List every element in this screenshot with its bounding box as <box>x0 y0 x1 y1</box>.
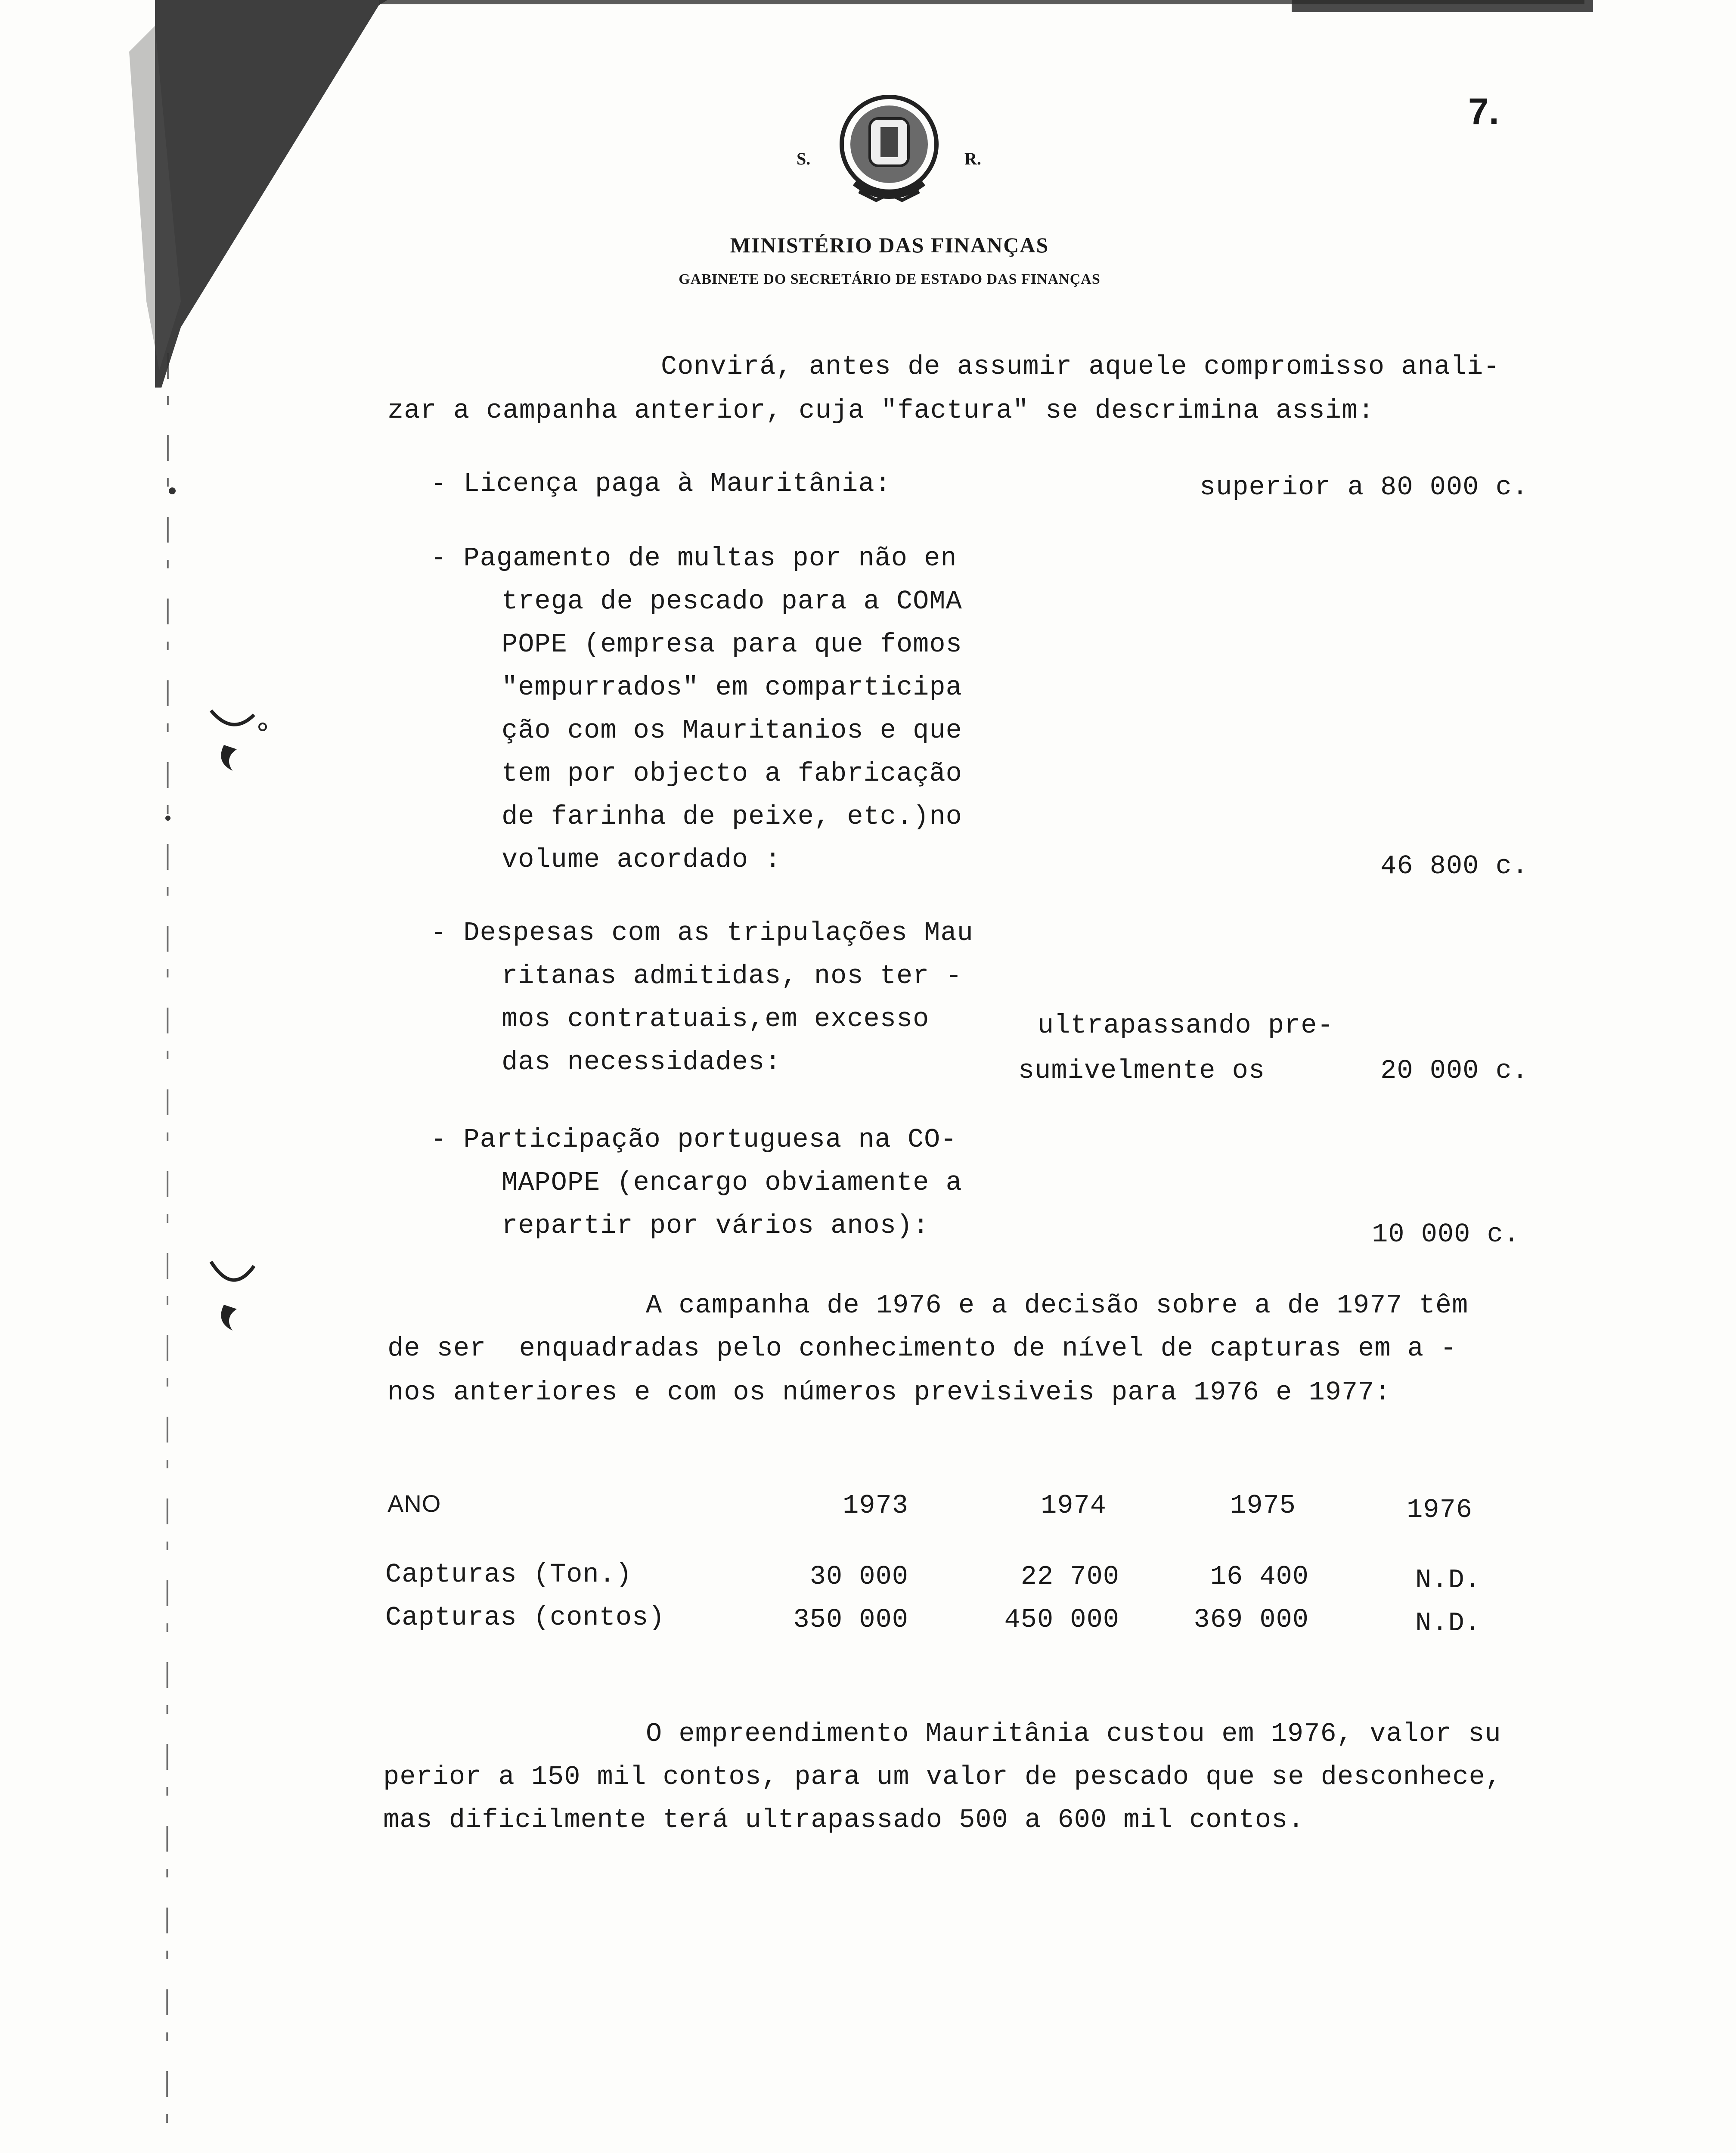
hole-punch-mark-1 <box>207 706 267 775</box>
item-4-amount: 10 000 c. <box>1372 1219 1520 1250</box>
table-row-1-label: Capturas (Ton.) <box>385 1559 632 1590</box>
hole-punch-mark-2 <box>207 1257 267 1335</box>
paragraph-3-line-1: O empreendimento Mauritânia custou em 1976, valor su <box>646 1719 1501 1749</box>
coat-of-arms-seal-icon <box>829 93 949 213</box>
item-4-line-3: repartir por vários anos): <box>502 1210 930 1241</box>
item-2-line-7: de farinha de peixe, etc.)no <box>502 801 962 832</box>
item-3-line-2: ritanas admitidas, nos ter - <box>502 961 962 991</box>
item-3-line-4: das necessidades: <box>502 1047 781 1077</box>
item-3-line-3: mos contratuais,em excesso <box>502 1004 930 1034</box>
table-row-2-1976: N.D. <box>1415 1608 1481 1638</box>
table-row-1-1976: N.D. <box>1415 1565 1481 1595</box>
item-2-line-1: - Pagamento de multas por não en <box>431 543 957 574</box>
paragraph-2-line-1: A campanha de 1976 e a decisão sobre a de 1977 têm <box>646 1290 1469 1321</box>
paragraph-2-line-3: nos anteriores e com os números previsiveis para 1976 e 1977: <box>388 1377 1391 1408</box>
table-header-1976: 1976 <box>1407 1495 1472 1525</box>
item-2-line-6: tem por objecto a fabricação <box>502 758 962 789</box>
office-subheading: GABINETE DO SECRETÁRIO DE ESTADO DAS FINANÇAS <box>679 271 1100 287</box>
item-2-line-5: ção com os Mauritanios e que <box>502 715 962 746</box>
table-header-1975: 1975 <box>1230 1490 1296 1521</box>
intro-line-2: zar a campanha anterior, cuja "factura" se descrimina assim: <box>388 395 1375 426</box>
page-number: 7. <box>1468 91 1499 132</box>
table-header-1974: 1974 <box>1041 1490 1107 1521</box>
table-row-1-1973: 30 000 <box>809 1561 908 1592</box>
table-row-2-label: Capturas (contos) <box>385 1602 665 1633</box>
item-4-line-2: MAPOPE (encargo obviamente a <box>502 1167 962 1198</box>
item-2-line-3: POPE (empresa para que fomos <box>502 629 962 660</box>
paragraph-3-line-2: perior a 150 mil contos, para um valor de pescado que se desconhece, <box>383 1762 1502 1792</box>
item-2-line-8: volume acordado : <box>502 844 781 875</box>
table-row-2-1975: 369 000 <box>1194 1604 1309 1635</box>
ministry-heading: MINISTÉRIO DAS FINANÇAS <box>730 233 1049 257</box>
item-2-line-4: "empurrados" em comparticipa <box>502 672 962 703</box>
item-2-line-2: trega de pescado para a COMA <box>502 586 962 617</box>
table-row-2-1973: 350 000 <box>793 1604 908 1635</box>
item-2-amount: 46 800 c. <box>1380 851 1528 881</box>
seal-right-letter: R. <box>964 149 981 168</box>
item-3-amount: 20 000 c. <box>1380 1055 1528 1086</box>
intro-line-1: Convirá, antes de assumir aquele compromisso anali- <box>661 351 1500 382</box>
item-3-line-1: - Despesas com as tripulações Mau <box>431 918 973 948</box>
item-1-amount: superior a 80 000 c. <box>1199 472 1528 503</box>
seal-left-letter: S. <box>797 149 811 168</box>
table-row-1-1974: 22 700 <box>1020 1561 1119 1592</box>
left-binding-marks <box>142 336 194 2153</box>
table-header-year-label: ANO <box>388 1490 441 1517</box>
paragraph-3-line-3: mas dificilmente terá ultrapassado 500 a 600 mil contos. <box>383 1805 1305 1835</box>
table-row-1-1975: 16 400 <box>1210 1561 1309 1592</box>
table-row-2-1974: 450 000 <box>1004 1604 1119 1635</box>
item-1-line-1: - Licença paga à Mauritânia: <box>431 468 891 499</box>
item-4-line-1: - Participação portuguesa na CO- <box>431 1124 957 1155</box>
paragraph-2-line-2: de ser enquadradas pelo conhecimento de nível de capturas em a - <box>388 1333 1457 1364</box>
item-3-note-1: ultrapassando pre- <box>1038 1010 1334 1041</box>
table-header-1973: 1973 <box>843 1490 908 1521</box>
item-3-note-2: sumivelmente os <box>1018 1055 1265 1086</box>
